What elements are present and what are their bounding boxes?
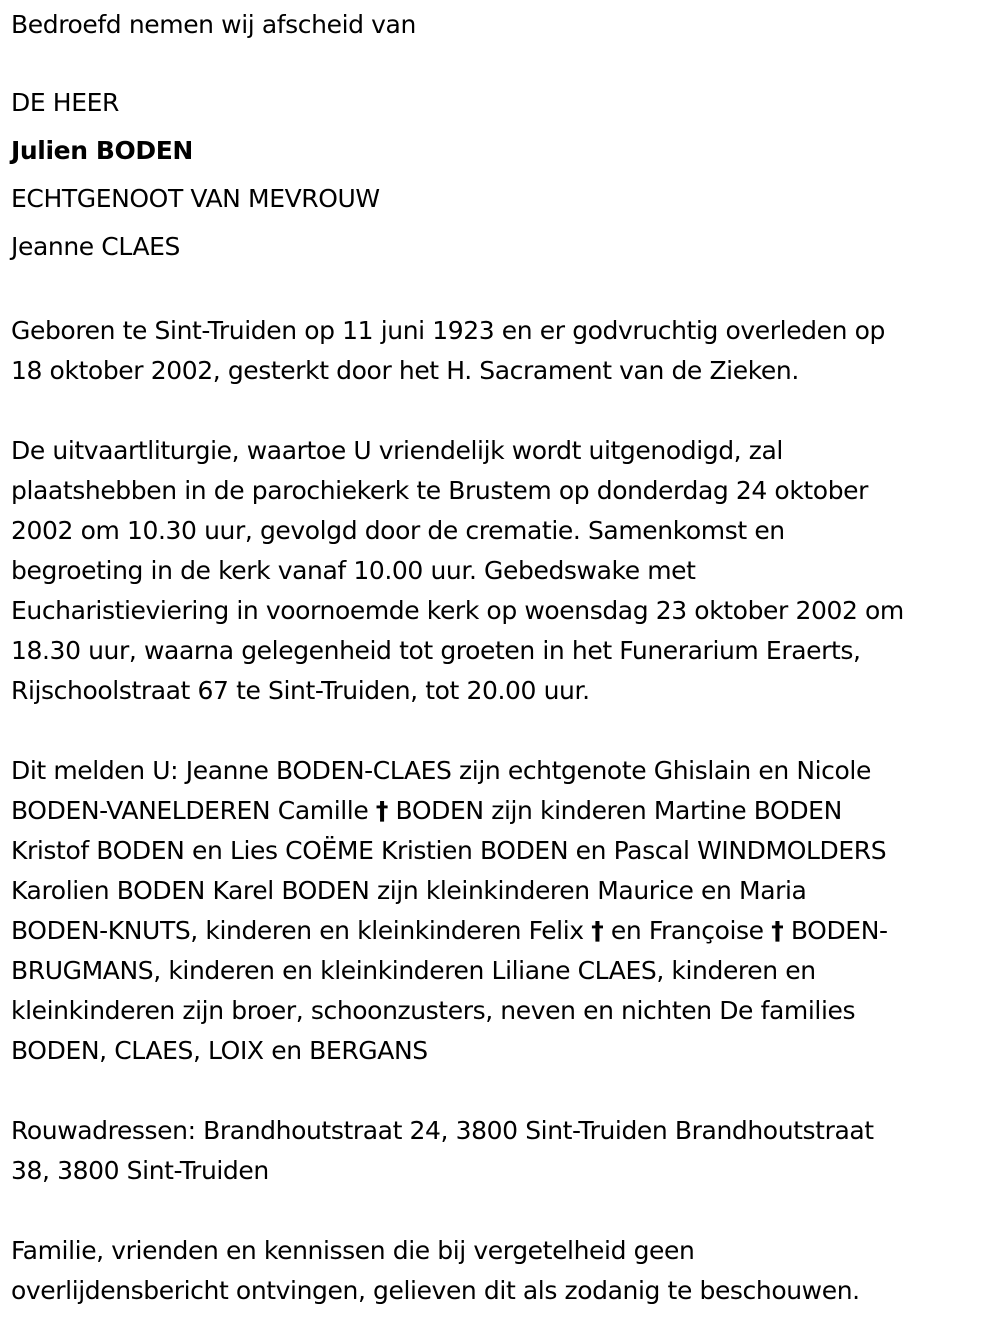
paragraph-line: Rouwadressen: Brandhoutstraat 24, 3800 Sint-Truiden Brandhoutstraat <box>11 1116 874 1145</box>
paragraph-line: overlijdensbericht ontvingen, gelieven dit als zodanig te beschouwen. <box>11 1276 860 1305</box>
paragraph-line: BRUGMANS, kinderen en kleinkinderen Liliane CLAES, kinderen en <box>11 956 816 985</box>
spouse-label: ECHTGENOOT VAN MEVROUW <box>11 184 380 213</box>
spacer <box>11 1071 993 1111</box>
paragraph-line: Rijschoolstraat 67 te Sint-Truiden, tot 20.00 uur. <box>11 676 590 705</box>
cross-icon: † <box>771 916 784 945</box>
paragraph-line: 18 oktober 2002, gesterkt door het H. Sacrament van de Zieken. <box>11 356 799 385</box>
paragraph-line: 2002 om 10.30 uur, gevolgd door de crematie. Samenkomst en <box>11 516 785 545</box>
obituary-document <box>11 5 993 1311</box>
cross-icon: † <box>591 916 604 945</box>
paragraph-line: plaatshebben in de parochiekerk te Brustem op donderdag 24 oktober <box>11 476 869 505</box>
text-segment: en Françoise <box>603 916 772 945</box>
text-segment: BODEN- <box>783 916 888 945</box>
paragraph-line: BODEN, CLAES, LOIX en BERGANS <box>11 1036 428 1065</box>
spacer <box>11 1191 993 1231</box>
paragraph-line: Eucharistieviering in voornoemde kerk op woensdag 23 oktober 2002 om <box>11 596 904 625</box>
paragraph-line <box>11 791 993 831</box>
deceased-name: Julien BODEN <box>11 136 193 165</box>
title-line: DE HEER <box>11 88 119 117</box>
spouse-name: Jeanne CLAES <box>11 232 181 261</box>
paragraph-line: begroeting in de kerk vanaf 10.00 uur. Gebedswake met <box>11 556 696 585</box>
spacer <box>11 271 993 311</box>
birth-paragraph <box>11 311 993 391</box>
spacer <box>11 391 993 431</box>
cross-icon: † <box>375 796 388 825</box>
paragraph-line: 18.30 uur, waarna gelegenheid tot groeten in het Funerarium Eraerts, <box>11 636 861 665</box>
family-paragraph <box>11 751 993 1071</box>
paragraph-line: 38, 3800 Sint-Truiden <box>11 1156 269 1185</box>
paragraph-line: De uitvaartliturgie, waartoe U vriendelijk wordt uitgenodigd, zal <box>11 436 783 465</box>
spacer <box>11 45 993 79</box>
paragraph-line: Geboren te Sint-Truiden op 11 juni 1923 en er godvruchtig overleden op <box>11 316 885 345</box>
intro-line: Bedroefd nemen wij afscheid van <box>11 10 416 39</box>
text-segment: BODEN-KNUTS, kinderen en kleinkinderen Felix <box>11 916 592 945</box>
paragraph-line: Kristof BODEN en Lies COËME Kristien BODEN en Pascal WINDMOLDERS <box>11 836 887 865</box>
text-segment: BODEN zijn kinderen Martine BODEN <box>388 796 842 825</box>
funeral-paragraph <box>11 431 993 711</box>
paragraph-line: Dit melden U: Jeanne BODEN-CLAES zijn echtgenote Ghislain en Nicole <box>11 756 871 785</box>
paragraph-line <box>11 911 993 951</box>
closing-paragraph <box>11 1231 993 1311</box>
paragraph-line: kleinkinderen zijn broer, schoonzusters, neven en nichten De families <box>11 996 856 1025</box>
spacer <box>11 711 993 751</box>
text-segment: BODEN-VANELDEREN Camille <box>11 796 376 825</box>
paragraph-line: Karolien BODEN Karel BODEN zijn kleinkinderen Maurice en Maria <box>11 876 807 905</box>
addresses-paragraph <box>11 1111 993 1191</box>
paragraph-line: Familie, vrienden en kennissen die bij vergetelheid geen <box>11 1236 695 1265</box>
